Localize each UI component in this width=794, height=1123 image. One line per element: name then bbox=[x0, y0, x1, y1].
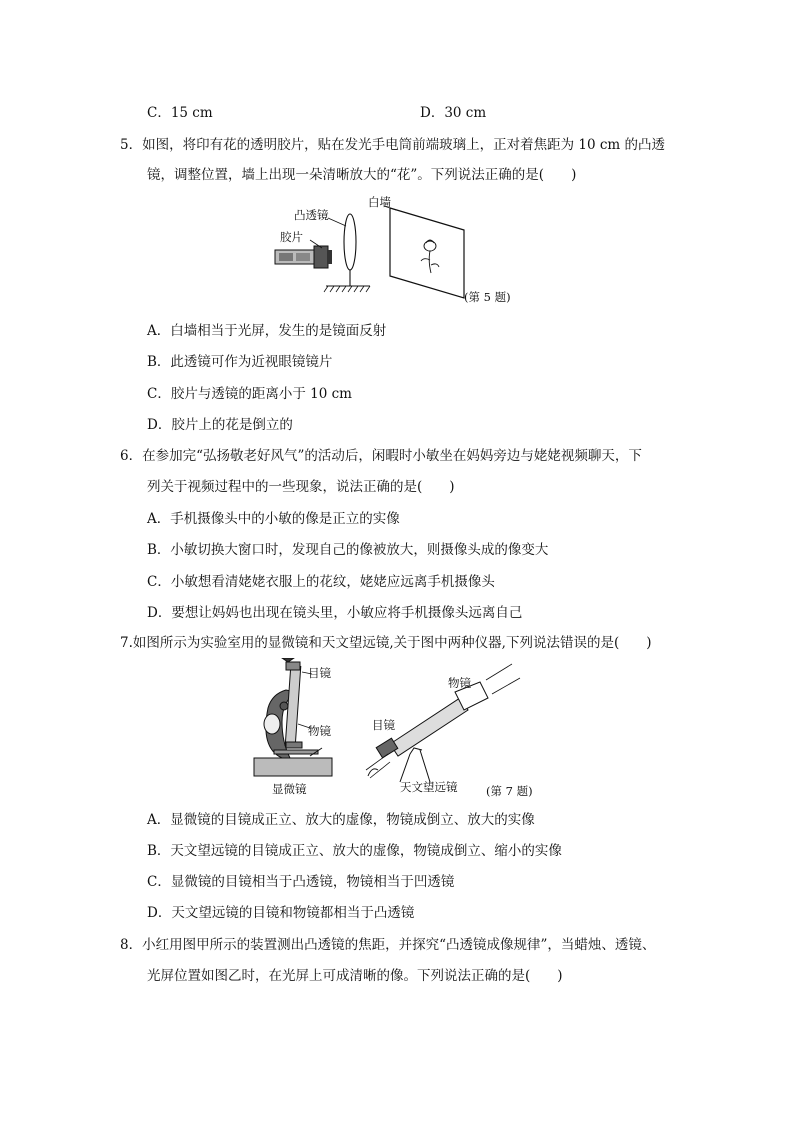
q6-stem-line1: 6．在参加完“弘扬敬老好风气”的活动后，闲暇时小敏坐在妈妈旁边与姥姥视频聊天，下 bbox=[120, 448, 642, 464]
q7-option-d: D．天文望远镜的目镜和物镜都相当于凸透镜 bbox=[147, 905, 415, 921]
q5-option-b: B．此透镜可作为近视眼镜镜片 bbox=[147, 354, 333, 370]
microscope-telescope-diagram bbox=[250, 658, 550, 800]
q7-option-c: C．显微镜的目镜相当于凸透镜，物镜相当于凹透镜 bbox=[147, 874, 455, 890]
q4-option-c: C．15 cm bbox=[147, 105, 213, 121]
microscope-eyepiece-label: 目镜 bbox=[308, 666, 331, 680]
q7-option-a: A．显微镜的目镜成正立、放大的虚像，物镜成倒立、放大的实像 bbox=[147, 812, 535, 828]
wall-label: 白墙 bbox=[368, 195, 391, 209]
q5-stem-line2: 镜，调整位置，墙上出现一朵清晰放大的“花”。下列说法正确的是( ) bbox=[147, 167, 577, 183]
q5-option-d: D．胶片上的花是倒立的 bbox=[147, 417, 293, 433]
q5-stem-line1: 5．如图，将印有花的透明胶片，贴在发光手电筒前端玻璃上，正对着焦距为 10 cm 的凸透 bbox=[120, 137, 666, 153]
q8-stem-line2: 光屏位置如图乙时，在光屏上可成清晰的像。下列说法正确的是( ) bbox=[147, 968, 563, 984]
flashlight bbox=[275, 246, 332, 268]
telescope-objective-label: 物镜 bbox=[448, 676, 471, 690]
q5-figure bbox=[270, 194, 540, 304]
ground-hatch bbox=[324, 286, 370, 292]
q7-option-b: B．天文望远镜的目镜成正立、放大的虚像，物镜成倒立、缩小的实像 bbox=[147, 843, 562, 859]
q7-figure bbox=[250, 658, 550, 800]
telescope-label: 天文望远镜 bbox=[400, 780, 458, 794]
q8-stem-line1: 8．小红用图甲所示的装置测出凸透镜的焦距，并探究“凸透镜成像规律”，当蜡烛、透镜、 bbox=[120, 937, 656, 953]
q7-stem-line1: 7.如图所示为实验室用的显微镜和天文望远镜,关于图中两种仪器,下列说法错误的是( ) bbox=[120, 635, 652, 651]
q6-option-d: D．要想让妈妈也出现在镜头里，小敏应将手机摄像头远离自己 bbox=[147, 605, 523, 621]
telescope-eyepiece-label: 目镜 bbox=[372, 718, 395, 732]
q5-option-c: C．胶片与透镜的距离小于 10 cm bbox=[147, 386, 352, 402]
q4-option-d: D．30 cm bbox=[420, 105, 487, 121]
figure-caption: (第 7 题) bbox=[486, 784, 533, 798]
convex-lens bbox=[344, 214, 356, 270]
white-wall bbox=[390, 208, 464, 298]
q6-option-c: C．小敏想看清姥姥衣服上的花纹，姥姥应远离手机摄像头 bbox=[147, 574, 495, 590]
q6-stem-line2: 列关于视频过程中的一些现象，说法正确的是( ) bbox=[147, 479, 455, 495]
q6-option-a: A．手机摄像头中的小敏的像是正立的实像 bbox=[147, 511, 400, 527]
figure-caption: (第 5 题) bbox=[464, 290, 511, 304]
q6-option-b: B．小敏切换大窗口时，发现自己的像被放大，则摄像头成的像变大 bbox=[147, 542, 549, 558]
film-label: 胶片 bbox=[280, 230, 303, 244]
q5-option-a: A．白墙相当于光屏，发生的是镜面反射 bbox=[147, 323, 387, 339]
microscope-label: 显微镜 bbox=[272, 782, 307, 796]
microscope-objective-label: 物镜 bbox=[308, 724, 331, 738]
lens-label: 凸透镜 bbox=[294, 208, 329, 222]
